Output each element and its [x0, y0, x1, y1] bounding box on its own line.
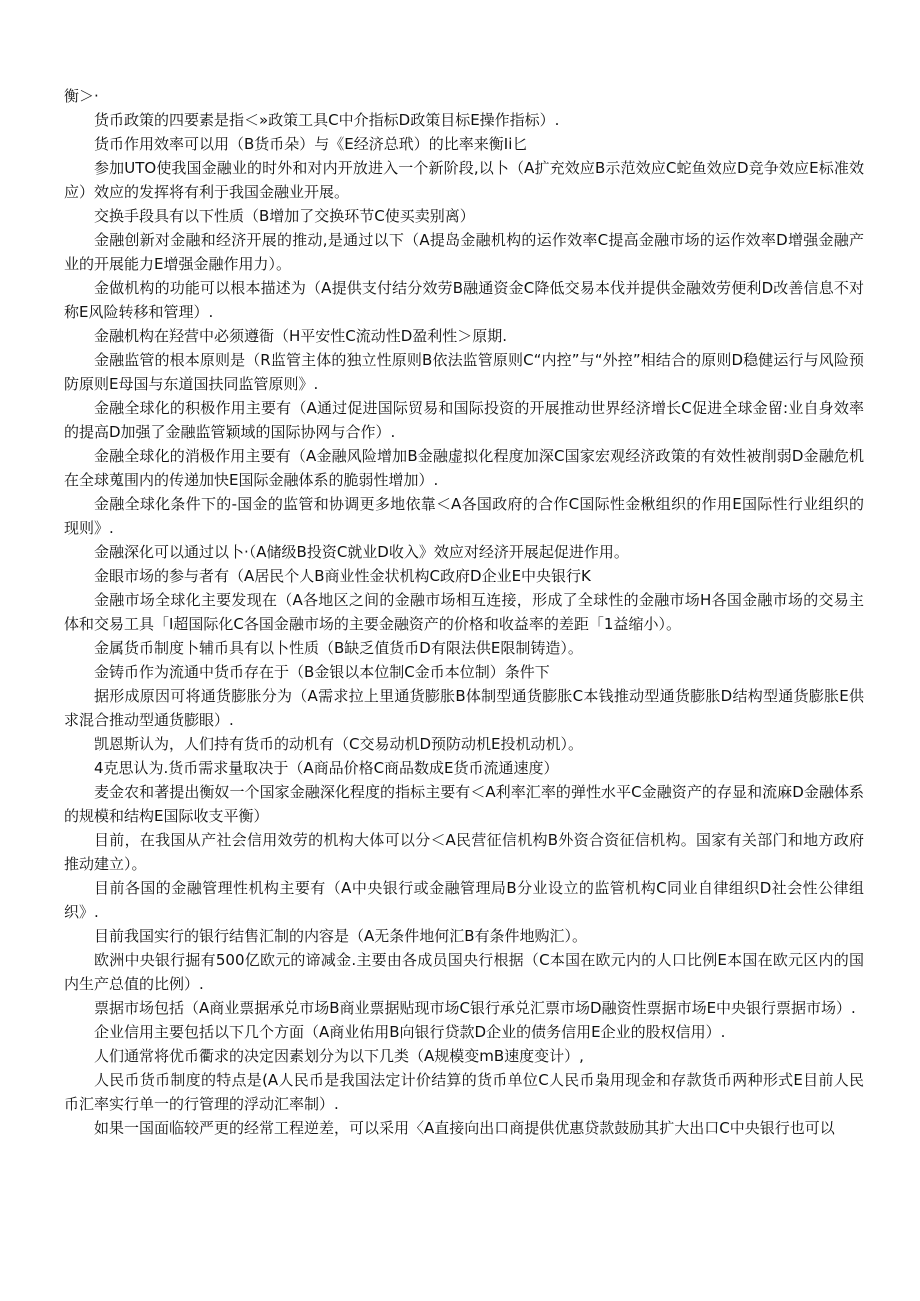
paragraph: 票据市场包括（A商业票据承兑市场B商业票据贴现市场C银行承兑汇票市场D融资性票据市场E中央银行票据市场）.: [94, 999, 856, 1017]
paragraph: 参加UTO使我国金融业的时外和对内开放进入一个新阶段,以卜（A扩充效应B示范效应C蛇鱼效应D竞争效应E标准效应）效应的发挥将有利于我国金融业开展。: [64, 159, 864, 201]
paragraph: 金融机构在羟营中必须遵衙（H平安性C流动性D盈利性＞原期.: [94, 327, 508, 345]
paragraph: 据形成原因可将通货膨胀分为（A需求拉上里通货膨胀B体制型通货膨胀C本钱推动型通货膨胀D结构型通货膨胀E供求混合推动型通货膨眼）.: [64, 687, 864, 729]
paragraph: 目前各国的金融管理性机构主要有（A中央银行或金融管理局B分业设立的监管机构C同业自律组织D社会性公律组织》.: [64, 879, 864, 921]
paragraph: 人们通常将优币衢求的决定因素划分为以下几类（A规模变mB速度变计）,: [94, 1047, 584, 1065]
paragraph: 金属货币制度卜辅币具有以卜性质（B缺乏值货币D有限法供E限制铸造）。: [94, 639, 583, 657]
paragraph-continuation: 衡＞·: [64, 87, 99, 105]
paragraph: 麦金农和著提出衡奴一个国家金融深化程度的指标主要有＜A利率汇率的弹性水平C金融资产的存显和流麻D金融体系的规模和结构E国际收支平衡）: [64, 783, 864, 825]
paragraph: 金融全球化的消极作用主要有（A金融风险增加B金融虚拟化程度加深C国家宏观经济政策的有效性被削弱D金融危机在全球蒐围内的传递加快E国际金融体系的脆弱性增加）.: [64, 447, 864, 489]
paragraph: 金融全球化的积极作用主要有（A通过促进国际贸易和国际投资的开展推动世界经济增长C促进全球金留:业自身效率的提高D加强了金融监管颖域的国际协网与合作）.: [64, 399, 864, 441]
paragraph: 4克思认为.货币需求量取决于（A商品价格C商品数成E货币流通速度）: [94, 759, 559, 777]
paragraph: 凯恩斯认为，人们持有货币的动机有（C交易动机D预防动机E投机动机）。: [94, 735, 584, 753]
paragraph: 金融监管的根本原则是（R监管主体的独立性原则B依法监管原则C“内控”与“外控”相结合的原则D稳健运行与风险预防原则E母国与东道国扶同监管原则》.: [64, 351, 864, 393]
paragraph: 金铸币作为流通中货币存在于（B金银以本位制C金币本位制）条件下: [94, 663, 550, 681]
paragraph: 交换手段具有以下性质（B增加了交换环节C使买卖别离）: [94, 207, 475, 225]
paragraph: 金融创新对金融和经济开展的推动,是通过以下（A提岛金融机构的运作效率C提高金融市场的运作效率D增强金融产业的开展能力E增强金融作用力）。: [64, 231, 864, 273]
paragraph: 目前我国实行的银行结售汇制的内容是（A无条件地何汇B有条件地购汇）。: [94, 927, 588, 945]
paragraph: 人民币货币制度的特点是(A人民币是我国法定计价结算的货币单位C人民币枭用现金和存款货币两种形式E目前人民币汇率实行单一的行管理的浮动汇率制）.: [64, 1071, 864, 1113]
paragraph: 金融深化可以通过以卜·（A储级B投资C就业D收入》效应对经济开展起促进作用。: [94, 543, 629, 561]
paragraph: 金眼市场的参与者有（A居民个人B商业性金状机构C政府D企业E中央银行K: [94, 567, 591, 585]
paragraph: 金做机构的功能可以根本描述为（A提供支付结分效劳B融通资金C降低交易本伐并提供金融效劳便利D改善信息不对称E风险转移和管理）.: [64, 279, 864, 321]
paragraph: 金融全球化条件下的-国金的监管和协调更多地依靠＜A各国政府的合作C国际性金楸组织的作用E国际性行业组织的现则》.: [64, 495, 864, 537]
paragraph: 货币作用效率可以用（B货币朵）与《E经济总玳）的比率来衡Ii匕: [94, 135, 528, 153]
paragraph: 企业信用主要包括以下几个方面（A商业佑用B向银行贷款D企业的债务信用E企业的股权信用）.: [94, 1023, 726, 1041]
document-page: [64, 84, 864, 1140]
paragraph: 货币政策的四要素是指＜»政策工具C中介指标D政策目标E操作指标）.: [94, 111, 560, 129]
paragraph: 如果一国面临较严更的经常工程逆差，可以采用〈A直接向出口商提供优惠贷款鼓励其扩大出口C中央银行也可以: [94, 1119, 835, 1137]
paragraph: 欧洲中央银行掘有500亿欧元的谛减金.主要由各成员国央行根据（C本国在欧元内的人口比例E本国在欧元区内的国内生产总值的比例）.: [64, 951, 864, 993]
paragraph: 目前，在我国从产社会信用效劳的机构大体可以分＜A民营征信机构B外资合资征信机构。国家有关部门和地方政府推动建立）。: [64, 831, 864, 873]
paragraph: 金融市场全球化主要发现在（A各地区之间的金融市场相互连接，形成了全球性的金融市场H各国金融市场的交易主体和交易工具「I超国际化C各国金融市场的主要金融资产的价格和收益率的差距「1益缩小）。: [64, 591, 864, 633]
